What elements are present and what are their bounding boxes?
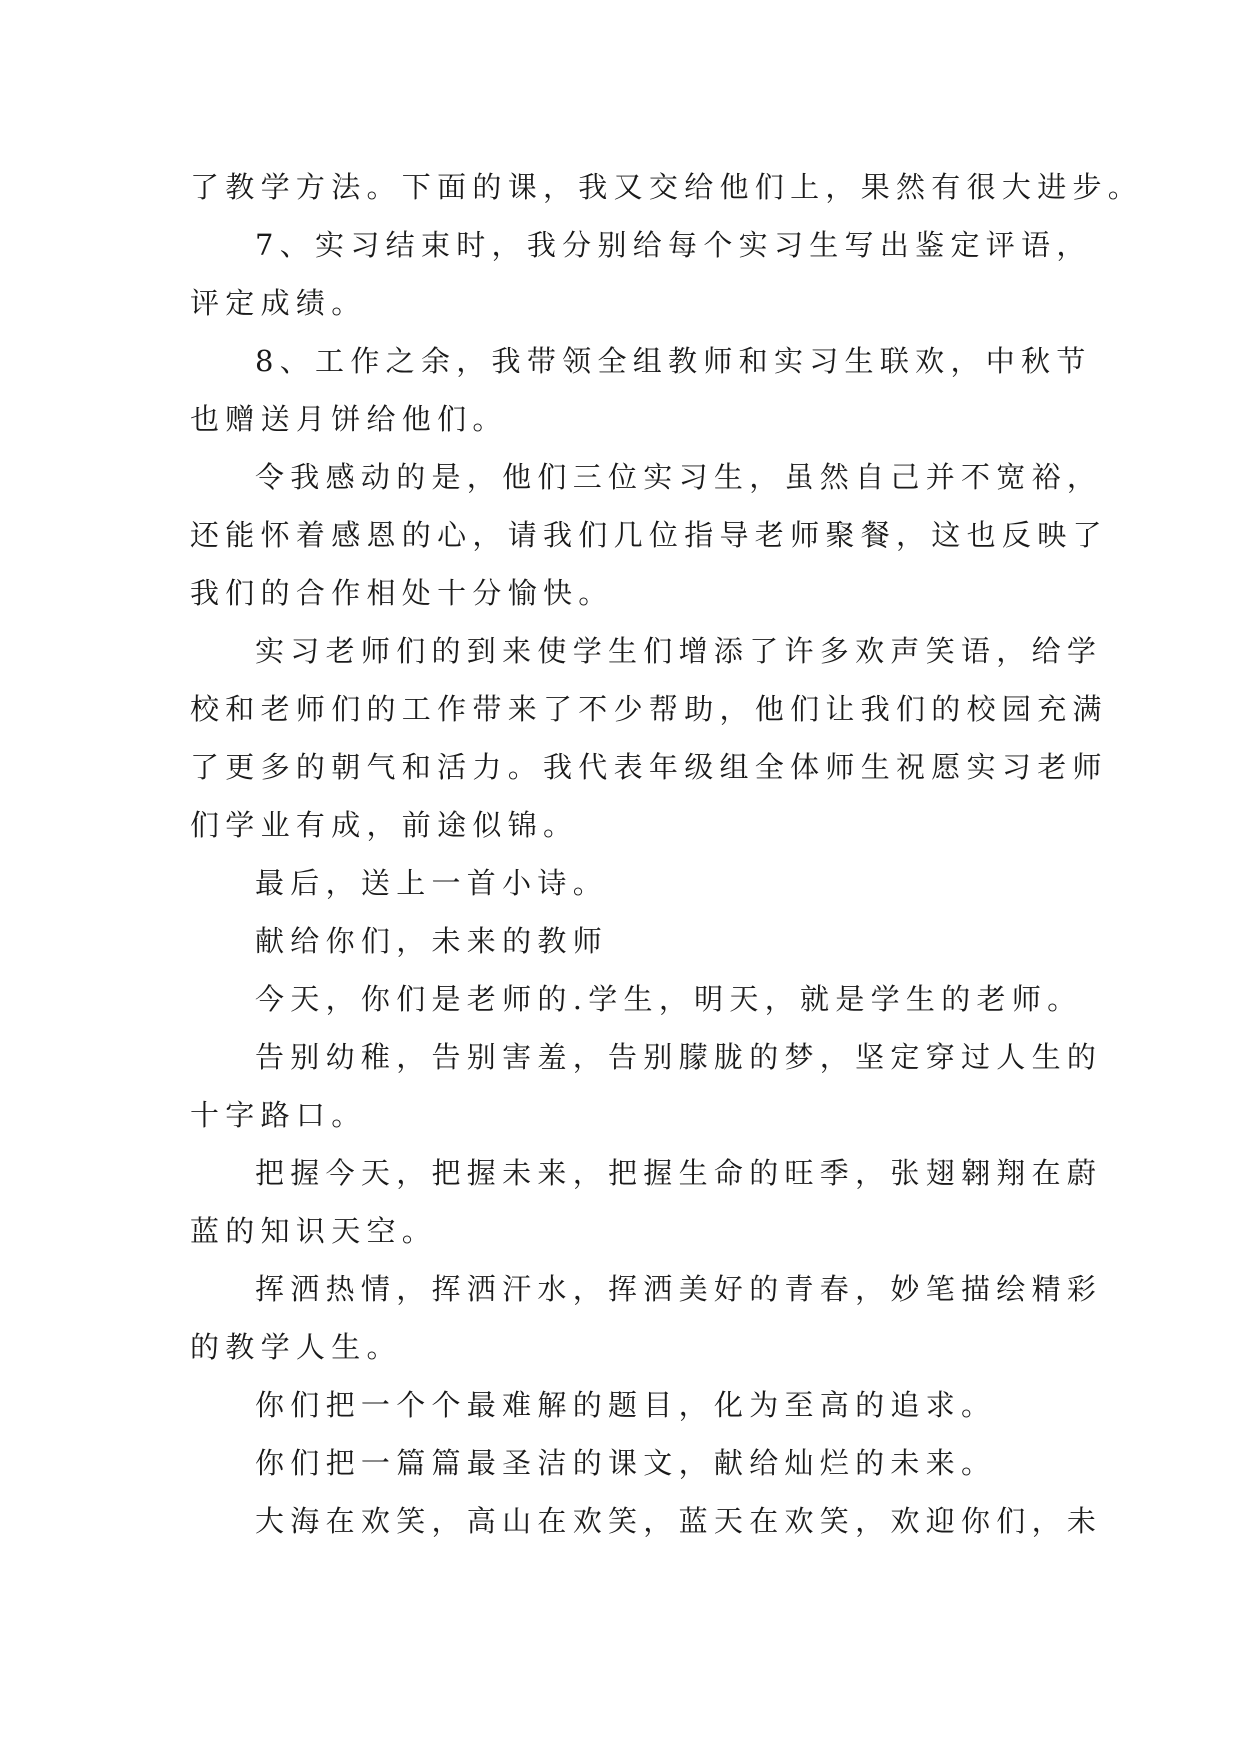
text-line: 今天，你们是老师的.学生，明天，就是学生的老师。: [255, 982, 1083, 1016]
text-line: 们学业有成，前途似锦。: [190, 808, 579, 842]
text-line: 最后，送上一首小诗。: [255, 866, 609, 900]
text-line: 7、实习结束时，我分别给每个实习生写出鉴定评语，: [255, 228, 1092, 262]
body-text: [190, 158, 1144, 1550]
text-line: 大海在欢笑，高山在欢笑，蓝天在欢笑，欢迎你们，未: [255, 1504, 1103, 1538]
text-line: 蓝的知识天空。: [190, 1214, 438, 1248]
text-line: 了教学方法。下面的课，我又交给他们上，果然有很大进步。: [190, 170, 1144, 204]
text-line: 我们的合作相处十分愉快。: [190, 576, 614, 610]
text-line: 告别幼稚，告别害羞，告别朦胧的梦，坚定穿过人生的: [255, 1040, 1103, 1074]
text-line: 实习老师们的到来使学生们增添了许多欢声笑语，给学: [255, 634, 1103, 668]
text-line: 的教学人生。: [190, 1330, 402, 1364]
text-line: 评定成绩。: [190, 286, 367, 320]
text-line: 献给你们，未来的教师: [255, 924, 609, 958]
text-line: 你们把一篇篇最圣洁的课文，献给灿烂的未来。: [255, 1446, 997, 1480]
text-line: 也赠送月饼给他们。: [190, 402, 508, 436]
text-line: 十字路口。: [190, 1098, 367, 1132]
text-line: 你们把一个个最难解的题目，化为至高的追求。: [255, 1388, 997, 1422]
text-line: 校和老师们的工作带来了不少帮助，他们让我们的校园充满: [190, 692, 1108, 726]
text-line: 8、工作之余，我带领全组教师和实习生联欢，中秋节: [255, 344, 1092, 378]
text-line: 挥洒热情，挥洒汗水，挥洒美好的青春，妙笔描绘精彩: [255, 1272, 1103, 1306]
text-line: 令我感动的是，他们三位实习生，虽然自己并不宽裕，: [255, 460, 1103, 494]
text-line: 了更多的朝气和活力。我代表年级组全体师生祝愿实习老师: [190, 750, 1108, 784]
text-line: 还能怀着感恩的心，请我们几位指导老师聚餐，这也反映了: [190, 518, 1108, 552]
text-line: 把握今天，把握未来，把握生命的旺季，张翅翱翔在蔚: [255, 1156, 1103, 1190]
